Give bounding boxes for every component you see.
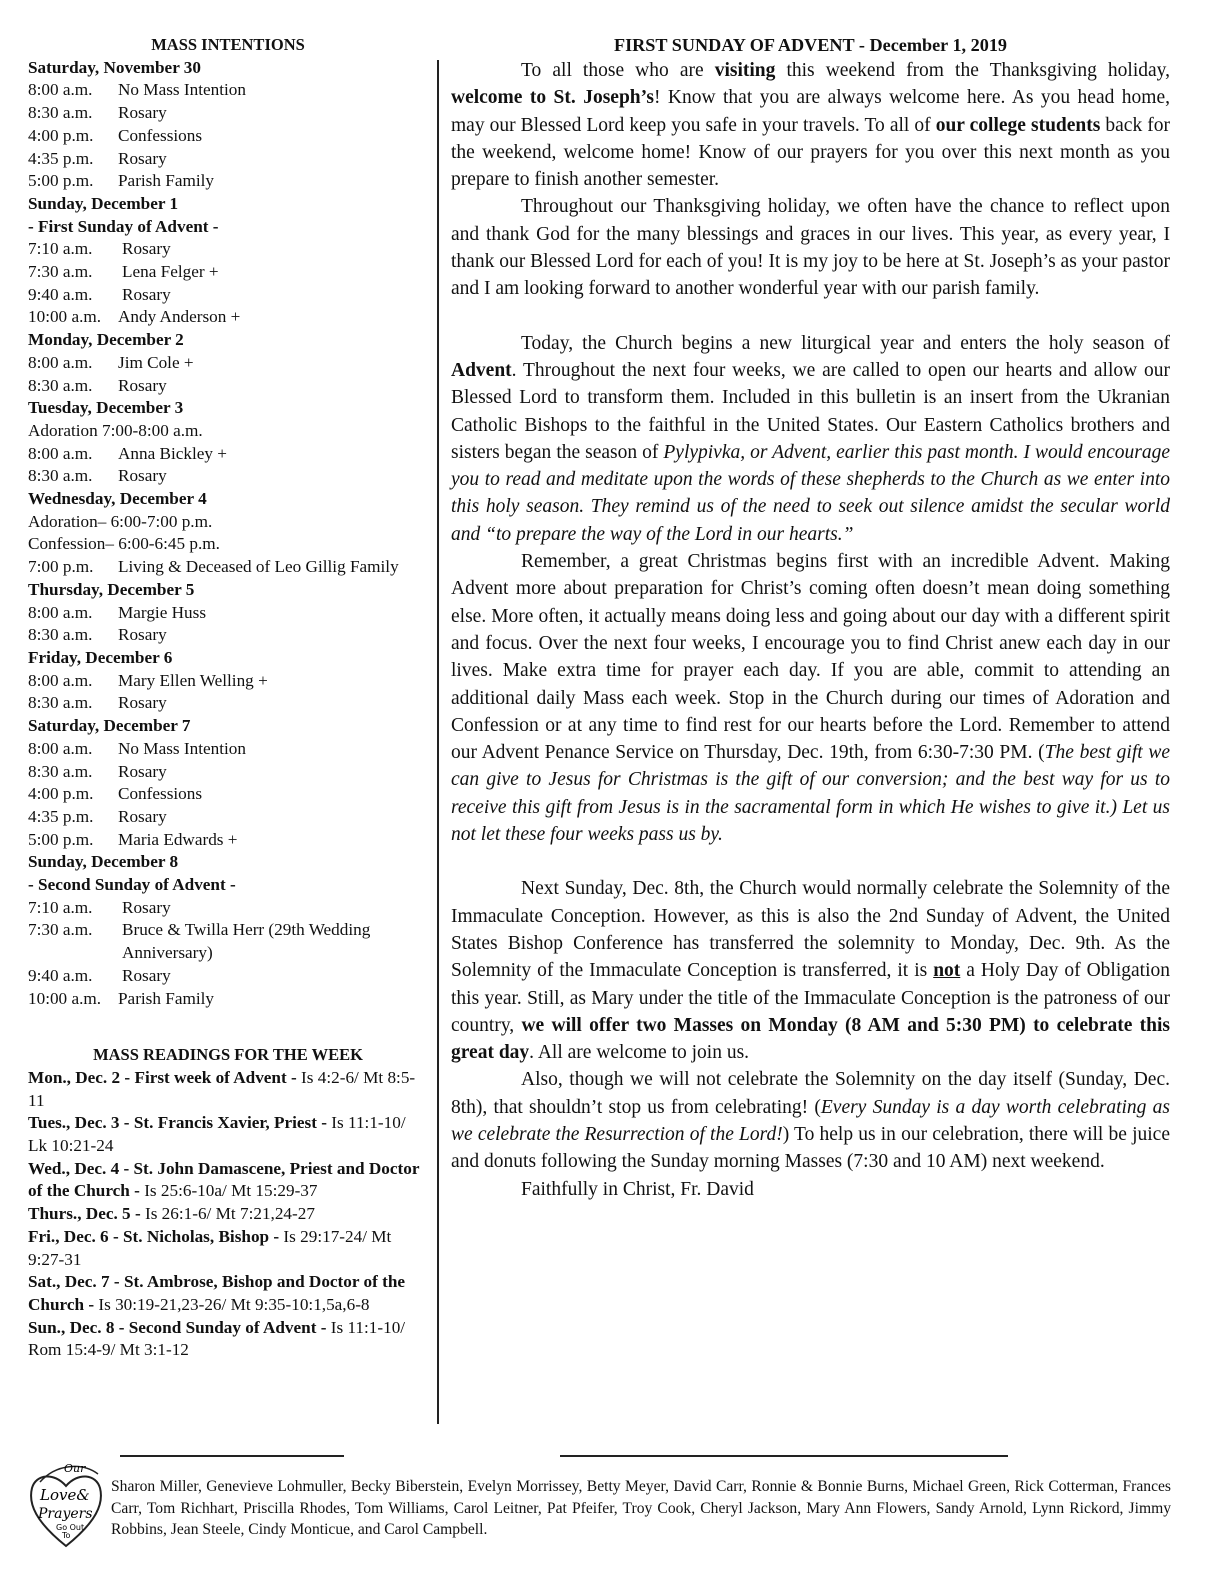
entry-intention: Margie Huss [118,602,207,622]
entry-intention: Parish Family [118,171,214,191]
entry-time: 7:10 a.m. [28,239,93,259]
schedule-entry [28,284,428,307]
entry-time: 7:30 a.m. [28,262,93,282]
entry-intention: No Mass Intention [118,738,246,758]
schedule-line: Adoration 7:00-8:00 a.m. [28,420,203,440]
entry-intention: Rosary [118,466,167,486]
entry-time: 8:00 a.m. [28,602,93,622]
entry-intention: Parish Family [118,988,214,1008]
schedule-entry [28,238,428,261]
svg-text:Go Out: Go Out [56,1523,85,1532]
schedule-entry [28,556,428,579]
entry-intention: Confessions [118,784,203,804]
reading-day: Mon., Dec. 2 - First week of Advent - [28,1067,297,1087]
schedule-day: Sunday, December 8 [28,852,179,872]
entry-intention: Rosary [118,625,167,645]
entry-intention: Mary Ellen Welling + [118,670,268,690]
schedule-entry [28,602,428,625]
reading-item [28,1067,428,1112]
schedule-day-subtitle: - Second Sunday of Advent - [28,875,236,895]
reading-refs: Is 30:19-21,23-26/ Mt 9:35-10:1,5a,6-8 [94,1294,370,1314]
entry-intention: Rosary [118,148,167,168]
schedule-entry [28,148,428,171]
entry-time: 8:00 a.m. [28,670,93,690]
entry-time: 5:00 p.m. [28,829,94,849]
entry-intention: Rosary [118,761,167,781]
schedule-line: Adoration– 6:00-7:00 p.m. [28,511,213,531]
reading-refs: Is 26:1-6/ Mt 7:21,24-27 [140,1204,315,1224]
entry-time: 8:00 a.m. [28,80,93,100]
entry-time: 9:40 a.m. [28,965,93,985]
readings-title: MASS READINGS FOR THE WEEK [93,1045,363,1065]
entry-intention: Rosary [122,284,171,304]
entry-intention: Rosary [118,806,167,826]
schedule-entry [28,443,428,466]
reading-refs: Is 11:1-10/ Lk 10:21-24 [28,1113,406,1156]
readings-list [28,1067,428,1362]
left-column [28,34,428,1362]
schedule-day: Tuesday, December 3 [28,398,184,418]
svg-text:Our: Our [64,1462,86,1475]
reading-day: Sun., Dec. 8 - Second Sunday of Advent - [28,1317,327,1337]
entry-intention: Rosary [122,239,171,259]
paragraph-remember: Remember, a great Christmas begins first with an incredible Advent. Making Advent more about preparation for Christ’s coming often doesn’t mean doing something else. More often, it actually means doing less and going about our day with a different spirit and focus. Over the next four weeks, I encourage you to find Christ anew each day in our lives. Make extra time for prayer each day. If you are able, commit to attending an additional daily Mass each week. Stop in the Church during our times of Adoration and Confession or at any time to find rest for our hearts before the Lord. Remember to attend our Advent Penance Service on Thursday, Dec. 19th, from 6:30-7:30 PM. (The best gift we can give to Jesus for Christmas is the gift of our conversion; and the best way for us to receive this gift from Jesus is in the sacramental form in which He wishes to give it.) Let us not let these four weeks pass us by. [451,551,1170,846]
schedule-line: Confession– 6:00-6:45 p.m. [28,534,220,554]
paragraph-thanksgiving: Throughout our Thanksgiving holiday, we often have the chance to reflect upon and thank God for the many blessings and graces in our lives. This year, as every year, I thank our Blessed Lord for each of you! It is my joy to be here at St. Joseph’s as your pastor and I am looking forward to another wonderful year with our parish family. [451,196,1170,300]
entry-intention: Bruce & Twilla Herr (29th Wedding Anniversary) [122,920,371,963]
entry-intention: Rosary [122,897,171,917]
reading-refs: Is 29:17-24/ Mt 9:27-31 [28,1226,392,1269]
paragraph-advent: Today, the Church begins a new liturgical year and enters the holy season of Advent. Throughout the next four weeks, we are called to open our hearts and allow our Blessed Lord to transform them. Included in this bulletin is an insert from the Ukranian Catholic Bishops to the faithful in the United States. Our Eastern Catholics brothers and sisters began the season of Pylypivka, or Advent, earlier this past month. I would encourage you to read and meditate upon the words of these shepherds to the Church as we enter into this holy season. They remind us of the need to seek out silence amidst the secular world and “to prepare the way of the Lord in our hearts.” [451,332,1170,545]
schedule-entry [28,988,428,1011]
entry-time: 4:35 p.m. [28,148,94,168]
entry-intention: Anna Bickley + [118,443,227,463]
signoff: Faithfully in Christ, Fr. David [521,1178,754,1200]
paragraph-welcome: To all those who are visiting this weekend from the Thanksgiving holiday, welcome to St. Joseph’s! Know that you are always welcome here. As you head home, may our Blessed Lord keep you safe in your travels. To all of our college students back for the weekend, welcome home! Know of our prayers for you over this next month as you prepare to finish another semester. [451,60,1171,191]
entry-time: 8:30 a.m. [28,466,93,486]
reading-day: Sat., Dec. 7 - St. Ambrose, Bishop and Doctor of the Church - [28,1272,406,1314]
right-column [451,34,1170,1203]
svg-text:Prayers: Prayers [38,1506,93,1522]
reading-refs: Is 25:6-10a/ Mt 15:29-37 [139,1181,318,1201]
entry-intention: Confessions [118,125,203,145]
entry-time: 10:00 a.m. [28,988,102,1008]
entry-time: 10:00 a.m. [28,307,102,327]
schedule-entry [28,79,428,102]
reading-day: Fri., Dec. 6 - St. Nicholas, Bishop - [28,1226,280,1246]
reading-day: Wed., Dec. 4 - St. John Damascene, Priest and Doctor of the Church - [28,1158,420,1201]
svg-text:To: To [62,1531,71,1540]
entry-time: 8:30 a.m. [28,103,93,123]
reading-item [28,1203,428,1226]
column-divider [437,60,439,1424]
schedule-entry [28,375,428,398]
schedule-entry [28,919,428,964]
schedule-entry [28,965,428,988]
entry-intention: Living & Deceased of Leo Gillig Family [118,557,399,577]
schedule-day: Monday, December 2 [28,330,184,350]
mass-intentions-title: MASS INTENTIONS [151,35,305,54]
footer-rule-left [120,1455,344,1457]
entry-time: 7:00 p.m. [28,557,94,577]
entry-intention: Lena Felger + [122,262,219,282]
entry-intention: Rosary [122,965,171,985]
schedule-entry [28,125,428,148]
reading-day: Thurs., Dec. 5 - [28,1204,141,1224]
svg-text:Love&: Love& [40,1486,90,1504]
entry-intention: Jim Cole + [118,352,194,372]
reading-item [28,1112,428,1157]
schedule-day: Saturday, December 7 [28,716,191,736]
entry-time: 7:10 a.m. [28,897,93,917]
entry-intention: Rosary [118,375,167,395]
entry-time: 4:00 p.m. [28,125,94,145]
reading-refs: Is 4:2-6/ Mt 8:5-11 [28,1067,416,1110]
schedule-day: Saturday, November 30 [28,57,201,77]
entry-time: 4:35 p.m. [28,806,94,826]
schedule-entry [28,624,428,647]
reading-item [28,1271,428,1316]
schedule-entry [28,897,428,920]
schedule-entry [28,670,428,693]
paragraph-celebration: Also, though we will not celebrate the Solemnity on the day itself (Sunday, Dec. 8th), that shouldn’t stop us from celebrating! (Every Sunday is a day worth celebrating as we celebrate the Resurrection of the Lord!) To help us in our celebration, there will be juice and donuts following the Sunday morning Masses (7:30 and 10 AM) next weekend. [451,1069,1170,1173]
footer-rule-right [560,1455,1008,1457]
prayer-list: Sharon Miller, Genevieve Lohmuller, Becky Biberstein, Evelyn Morrissey, Betty Meyer, David Carr, Ronnie & Bonnie Burns, Michael Green, Rick Cotterman, Frances Carr, Tom Richhart, Priscilla Rhodes, Tom Williams, Carol Leitner, Pat Pfeifer, Troy Cook, Cheryl Jackson, Mary Ann Flowers, Sandy Arnold, Lynn Rickord, Jimmy Robbins, Jean Steele, Cindy Monticue, and Carol Campbell. [111,1478,1171,1538]
schedule-entry [28,783,428,806]
schedule-day: Friday, December 6 [28,647,173,667]
reading-item [28,1317,428,1362]
mass-schedule [28,57,428,1011]
schedule-entry [28,352,428,375]
entry-intention: Rosary [118,103,167,123]
entry-time: 8:30 a.m. [28,761,93,781]
schedule-entry [28,692,428,715]
schedule-entry [28,738,428,761]
schedule-entry [28,829,428,852]
entry-intention: Maria Edwards + [118,829,238,849]
entry-intention: Andy Anderson + [118,307,241,327]
entry-time: 8:30 a.m. [28,375,93,395]
entry-time: 7:30 a.m. [28,920,93,940]
schedule-entry [28,102,428,125]
entry-time: 8:30 a.m. [28,693,93,713]
schedule-entry [28,465,428,488]
schedule-day-subtitle: - First Sunday of Advent - [28,216,219,236]
schedule-entry [28,261,428,284]
entry-time: 9:40 a.m. [28,284,93,304]
entry-time: 8:00 a.m. [28,352,93,372]
schedule-entry [28,306,428,329]
reading-item [28,1226,428,1271]
reading-item [28,1158,428,1203]
page-title: FIRST SUNDAY OF ADVENT - December 1, 2019 [613,35,1008,55]
reading-day: Tues., Dec. 3 - St. Francis Xavier, Priest - [28,1113,327,1133]
entry-time: 4:00 p.m. [28,784,94,804]
schedule-entry [28,761,428,784]
entry-time: 8:00 a.m. [28,443,93,463]
entry-time: 8:30 a.m. [28,625,93,645]
entry-intention: No Mass Intention [118,80,246,100]
schedule-day: Wednesday, December 4 [28,489,207,509]
entry-intention: Rosary [118,693,167,713]
schedule-day: Sunday, December 1 [28,193,179,213]
entry-time: 8:00 a.m. [28,738,93,758]
schedule-day: Thursday, December 5 [28,579,195,599]
heart-logo-icon [26,1460,106,1552]
reading-refs: Is 11:1-10/ Rom 15:4-9/ Mt 3:1-12 [28,1317,406,1360]
schedule-entry [28,170,428,193]
entry-time: 5:00 p.m. [28,171,94,191]
paragraph-immaculate-conception: Next Sunday, Dec. 8th, the Church would normally celebrate the Solemnity of the Immaculate Conception. However, as this is also the 2nd Sunday of Advent, the United States Bishop Conference has transferred the solemnity to Monday, Dec. 9th. As the Solemnity of the Immaculate Conception is transferred, it is not a Holy Day of Obligation this year. Still, as Mary under the title of the Immaculate Conception is the patroness of our country, we will offer two Masses on Monday (8 AM and 5:30 PM) to celebrate this great day. All are welcome to join us. [451,878,1171,1064]
schedule-entry [28,806,428,829]
